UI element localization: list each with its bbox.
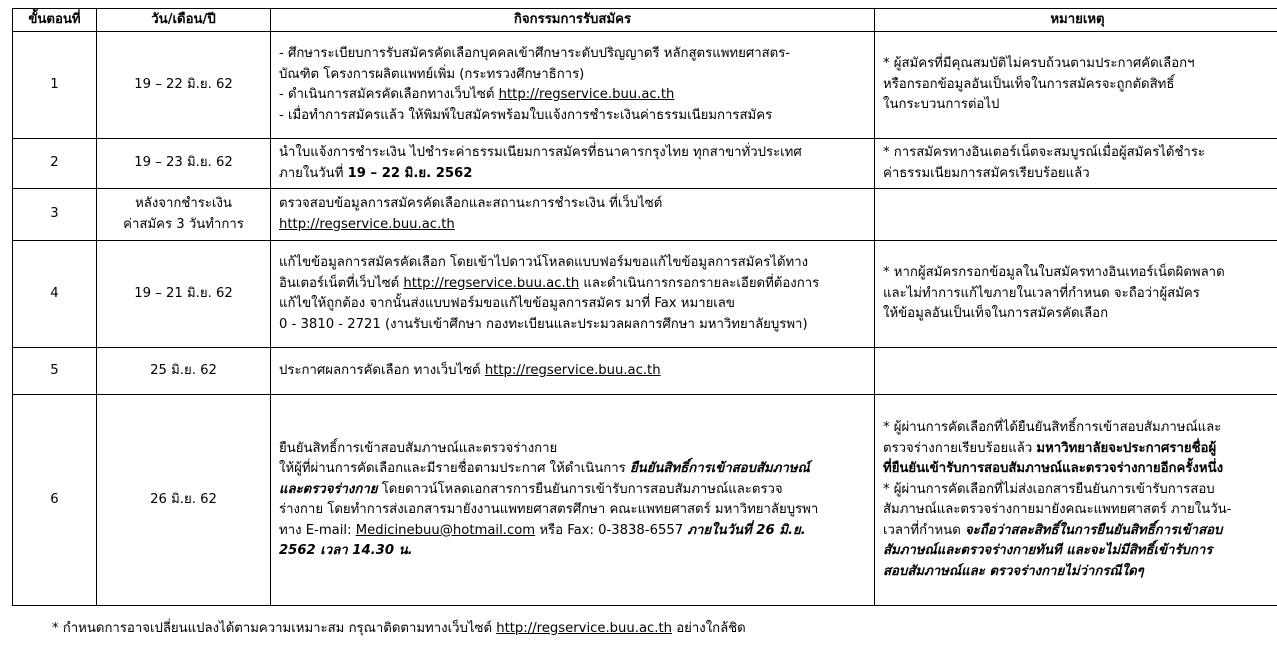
date-cell [97, 189, 271, 241]
activity-cell [271, 139, 875, 189]
text-segment: ประกาศผลการคัดเลือก ทางเว็บไซต์ [279, 362, 485, 378]
note-cell [875, 139, 1277, 189]
step-number: 5 [13, 348, 97, 395]
schedule-row [13, 189, 1277, 241]
header-note: หมายเหตุ [875, 9, 1277, 32]
email-link[interactable]: Medicinebuu@hotmail.com [355, 522, 536, 538]
note-line [883, 439, 1272, 460]
text-segment: ทาง E-mail: [279, 522, 356, 538]
date-cell [97, 395, 271, 606]
text-segment: * ผู้สมัครที่มีคุณสมบัติไม่ครบถ้วนตามประกาศคัดเลือกฯ [883, 56, 1195, 72]
text-segment: สัมภาษณ์และตรวจร่างกายมายังคณะแพทยศาสตร์ ภายในวัน- [883, 502, 1232, 517]
activity-line [279, 480, 866, 501]
text-segment: และดำเนินการกรอกรายละเอียดที่ต้องการ [579, 275, 820, 291]
note-line [883, 418, 1272, 439]
note-cell [875, 241, 1277, 348]
note-line [883, 459, 1272, 480]
text-segment: - ดำเนินการสมัครคัดเลือกทางเว็บไซต์ [279, 87, 499, 102]
note-line [883, 500, 1272, 521]
emphasis-text: ยืนยันสิทธิ์การเข้าสอบสัมภาษณ์ [629, 461, 810, 476]
website-link[interactable]: http://regservice.buu.ac.th [403, 275, 580, 291]
activity-cell [271, 189, 875, 241]
note-line [883, 95, 1272, 116]
text-segment: ร่างกาย โดยทำการส่งเอกสารมายังงานแพทยศาสตรศึกษา คณะแพทยศาสตร์ มหาวิทยาลัยบูรพา [279, 502, 819, 517]
note-line [883, 164, 1272, 185]
text-segment: 0 - 3810 - 2721 (งานรับเข้าศึกษา กองทะเบียนและประมวลผลการศึกษา มหาวิทยาลัยบูรพา) [279, 316, 808, 332]
note-cell [875, 32, 1277, 139]
schedule-table [12, 8, 1277, 606]
date-cell [97, 348, 271, 395]
step-number: 2 [13, 139, 97, 189]
activity-cell [271, 395, 875, 606]
date-line: 19 – 23 มิ.ย. 62 [134, 155, 233, 171]
note-line [883, 143, 1272, 164]
date-line: 19 – 22 มิ.ย. 62 [134, 76, 233, 92]
text-segment: แก้ไขให้ถูกต้อง จากนั้นส่งแบบฟอร์มขอแก้ไขข้อมูลการสมัคร มาที่ Fax หมายเลข [279, 296, 735, 311]
activity-line [279, 65, 866, 86]
step-number: 1 [13, 32, 97, 139]
emphasis-text: ภายในวันที่ 26 มิ.ย. [687, 522, 806, 538]
note-line [883, 480, 1272, 501]
schedule-row [13, 139, 1277, 189]
text-segment: ในกระบวนการต่อไป [883, 97, 1000, 113]
activity-line [279, 194, 866, 215]
text-segment: บัณฑิต โครงการผลิตแพทย์เพิ่ม (กระทรวงศึกษาธิการ) [279, 66, 585, 82]
note-line [883, 304, 1272, 325]
text-segment: โดยดาวน์โหลดเอกสารการยืนยันการเข้ารับการสอบสัมภาษณ์และตรวจ [377, 481, 783, 497]
text-segment: * กำหนดการอาจเปลี่ยนแปลงได้ตามความเหมาะสม กรุณาติดตามทางเว็บไซต์ [52, 621, 497, 636]
note-line [883, 75, 1272, 96]
emphasis-text: จะถือว่าสละสิทธิ์ในการยืนยันสิทธิ์การเข้าสอบ [964, 522, 1223, 538]
text-segment: * หากผู้สมัครกรอกข้อมูลในใบสมัครทางอินเทอร์เน็ตผิดพลาด [883, 265, 1225, 281]
activity-line [279, 439, 866, 460]
header-date: วัน/เดือน/ปี [97, 9, 271, 32]
text-segment: เวลาที่กำหนด [883, 522, 965, 538]
text-segment: ให้ผู้ที่ผ่านการคัดเลือกและมีรายชื่อตามประกาศ ให้ดำเนินการ [279, 461, 630, 476]
activity-line [279, 500, 866, 521]
date-line: 26 มิ.ย. 62 [150, 491, 217, 507]
text-segment: นำใบแจ้งการชำระเงิน ไปชำระค่าธรรมเนียมการสมัครที่ธนาคารกรุงไทย ทุกสาขาทั่วประเทศ [279, 145, 802, 160]
activity-cell [271, 348, 875, 395]
date-line: หลังจากชำระเงิน [135, 196, 232, 211]
text-segment: - ศึกษาระเบียบการรับสมัครคัดเลือกบุคคลเข้าศึกษาระดับปริญญาตรี หลักสูตรแพทยศาสตร- [279, 46, 791, 61]
header-activity: กิจกรรมการรับสมัคร [271, 9, 875, 32]
note-cell [875, 395, 1277, 606]
date-cell [97, 32, 271, 139]
activity-line [279, 164, 866, 185]
text-segment: * ผู้ผ่านการคัดเลือกที่ไม่ส่งเอกสารยืนยันการเข้ารับการสอบ [883, 481, 1215, 497]
note-line [883, 54, 1272, 75]
date-line: ค่าสมัคร 3 วันทำการ [123, 216, 244, 232]
emphasis-text: มหาวิทยาลัยจะประกาศรายชื่อผู้ [1036, 440, 1217, 456]
text-segment: ตรวจสอบข้อมูลการสมัครคัดเลือกและสถานะการชำระเงิน ที่เว็บไซต์ [279, 196, 663, 211]
schedule-row [13, 395, 1277, 606]
activity-line [279, 106, 866, 127]
text-segment: อย่างใกล้ชิด [672, 621, 746, 636]
note-line [883, 284, 1272, 305]
note-line [883, 562, 1272, 583]
text-segment: หรือ Fax: 0-3838-6557 [535, 522, 688, 538]
text-segment: และไม่ทำการแก้ไขภายในเวลาที่กำหนด จะถือว่าผู้สมัคร [883, 285, 1200, 301]
activity-line [279, 315, 866, 336]
text-segment: หรือกรอกข้อมูลอันเป็นเท็จในการสมัครจะถูกตัดสิทธิ์ [883, 76, 1175, 92]
schedule-row [13, 241, 1277, 348]
website-link[interactable]: http://regservice.buu.ac.th [496, 621, 673, 636]
footnote-line [52, 620, 746, 638]
website-link[interactable]: http://regservice.buu.ac.th [279, 216, 455, 232]
activity-line [279, 215, 866, 236]
emphasis-text: 19 – 22 มิ.ย. 2562 [347, 165, 473, 181]
text-segment: * การสมัครทางอินเตอร์เน็ตจะสมบูรณ์เมื่อผู้สมัครได้ชำระ [883, 145, 1205, 160]
text-segment: - เมื่อทำการสมัครแล้ว ให้พิมพ์ใบสมัครพร้อมใบแจ้งการชำระเงินค่าธรรมเนียมการสมัคร [279, 107, 773, 123]
activity-line [279, 361, 866, 382]
text-segment: อินเตอร์เน็ตที่เว็บไซต์ [279, 275, 404, 291]
activity-cell [271, 32, 875, 139]
website-link[interactable]: http://regservice.buu.ac.th [484, 362, 661, 378]
text-segment: ยืนยันสิทธิ์การเข้าสอบสัมภาษณ์และตรวจร่างกาย [279, 440, 558, 456]
date-line: 25 มิ.ย. 62 [150, 362, 217, 378]
schedule-body [13, 32, 1277, 606]
activity-line [279, 143, 866, 164]
activity-line [279, 521, 866, 542]
text-segment: ตรวจร่างกายเรียบร้อยแล้ว [883, 440, 1037, 456]
activity-line [279, 459, 866, 480]
step-number: 3 [13, 189, 97, 241]
note-cell [875, 189, 1277, 241]
activity-line [279, 44, 866, 65]
schedule-row [13, 32, 1277, 139]
header-row [13, 9, 1277, 32]
schedule-row [13, 348, 1277, 395]
note-line [883, 521, 1272, 542]
step-number: 6 [13, 395, 97, 606]
website-link[interactable]: http://regservice.buu.ac.th [498, 87, 675, 102]
text-segment: ให้ข้อมูลอันเป็นเท็จในการสมัครคัดเลือก [883, 306, 1109, 322]
note-line [883, 263, 1272, 284]
emphasis-text: สอบสัมภาษณ์และ ตรวจร่างกายไม่ว่ากรณีใดๆ [883, 563, 1144, 579]
emphasis-text: ที่ยืนยันเข้ารับการสอบสัมภาษณ์และตรวจร่างกายอีกครั้งหนึ่ง [883, 461, 1224, 476]
note-line [883, 541, 1272, 562]
emphasis-text: สัมภาษณ์และตรวจร่างกายทันที และจะไม่มีสิทธิ์เข้ารับการ [883, 543, 1213, 558]
text-segment: * ผู้ผ่านการคัดเลือกที่ได้ยืนยันสิทธิ์การเข้าสอบสัมภาษณ์และ [883, 420, 1222, 435]
emphasis-text: 2562 เวลา 14.30 น. [279, 543, 413, 558]
text-segment: ภายในวันที่ [279, 165, 348, 181]
date-cell [97, 139, 271, 189]
text-segment: แก้ไขข้อมูลการสมัครคัดเลือก โดยเข้าไปดาวน์โหลดแบบฟอร์มขอแก้ไขข้อมูลการสมัครได้ทาง [279, 255, 809, 270]
step-number: 4 [13, 241, 97, 348]
date-cell [97, 241, 271, 348]
note-cell [875, 348, 1277, 395]
text-segment: ค่าธรรมเนียมการสมัครเรียบร้อยแล้ว [883, 165, 1090, 181]
activity-line [279, 253, 866, 274]
activity-line [279, 274, 866, 295]
header-step: ขั้นตอนที่ [13, 9, 97, 32]
activity-line [279, 85, 866, 106]
activity-cell [271, 241, 875, 348]
footnote [52, 620, 746, 638]
date-line: 19 – 21 มิ.ย. 62 [134, 285, 233, 301]
activity-line [279, 541, 866, 562]
emphasis-text: และตรวจร่างกาย [279, 481, 378, 497]
activity-line [279, 294, 866, 315]
